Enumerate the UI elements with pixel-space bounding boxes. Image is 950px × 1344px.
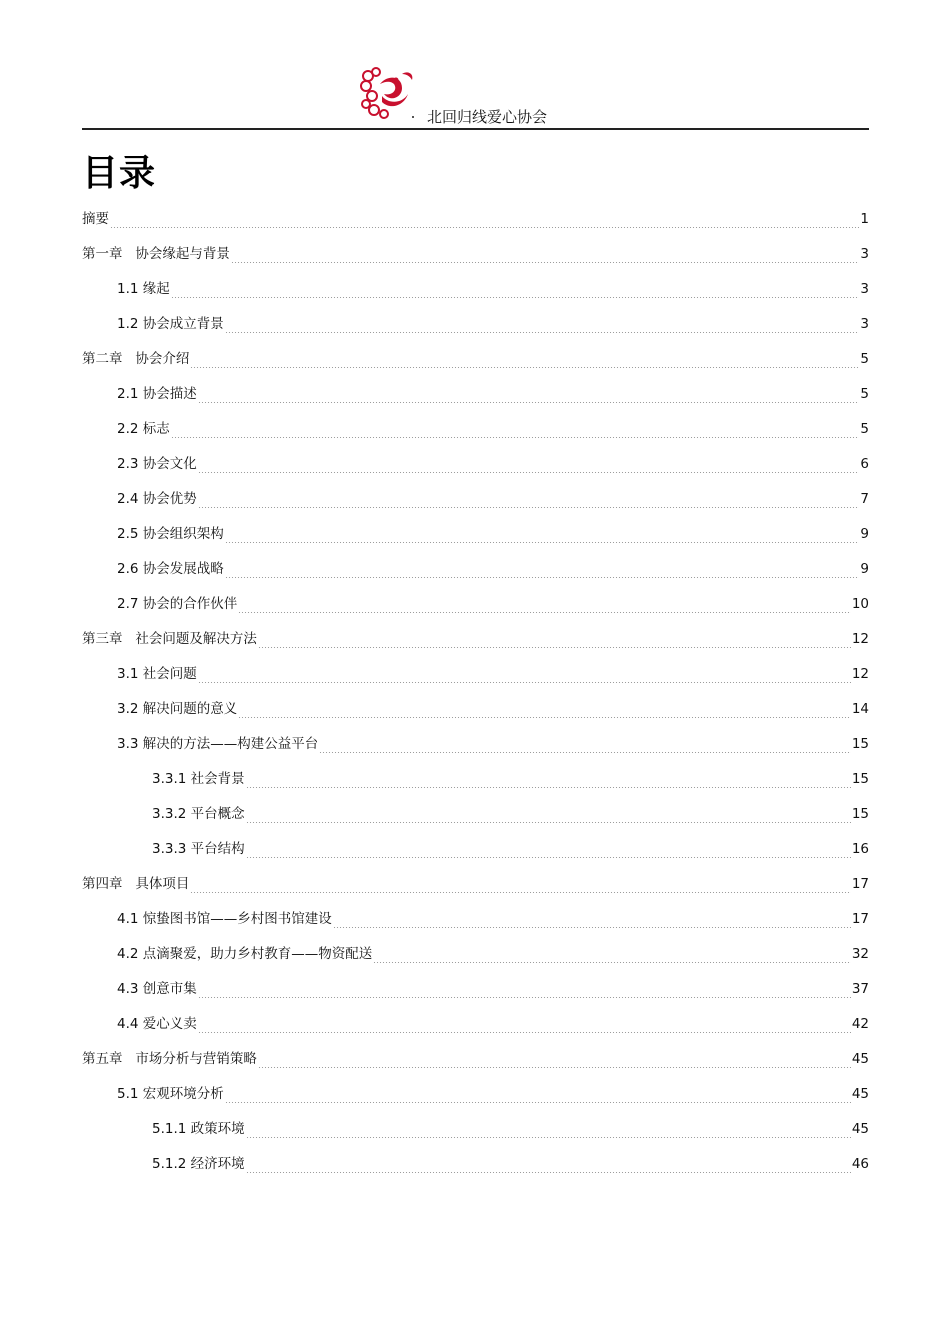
toc-entry-label[interactable]: 4.1 惊蛰图书馆——乡村图书馆建设 [117,911,332,927]
toc-entry[interactable] [82,627,869,662]
toc-entry-page-number[interactable]: 42 [851,1016,869,1032]
toc-entry[interactable] [82,417,869,452]
toc-entry-page-number[interactable]: 3 [860,316,869,332]
toc-entry-page-number[interactable]: 14 [851,701,869,717]
toc-entry-page-number[interactable]: 6 [860,456,869,472]
toc-entry[interactable] [82,802,869,837]
toc-entry-label[interactable]: 第五章 市场分析与营销策略 [82,1051,257,1067]
toc-entry-label[interactable]: 3.3.1 社会背景 [152,771,245,787]
toc-entry-page-number[interactable]: 5 [860,351,869,367]
toc-entry-page-number[interactable]: 10 [851,596,869,612]
toc-entry-page-number[interactable]: 15 [851,771,869,787]
toc-entry-page-number[interactable]: 12 [851,666,869,682]
toc-dot-leader [225,332,860,333]
toc-dot-leader [198,472,860,473]
toc-entry[interactable] [82,312,869,347]
toc-entry-page-number[interactable]: 9 [860,526,869,542]
toc-dot-leader [171,297,860,298]
toc-entry-page-number[interactable]: 15 [851,736,869,752]
toc-entry[interactable] [82,662,869,697]
toc-entry-page-number[interactable]: 45 [851,1086,869,1102]
toc-entry-label[interactable]: 4.2 点滴聚爱，助力乡村教育——物资配送 [117,946,373,962]
toc-entry-label[interactable]: 3.2 解决问题的意义 [117,701,238,717]
toc-entry[interactable] [82,487,869,522]
toc-title: 目录 [82,153,157,194]
toc-entry[interactable] [82,837,869,872]
header-divider [82,128,869,130]
toc-entry-page-number[interactable]: 45 [851,1051,869,1067]
toc-entry-page-number[interactable]: 17 [851,911,869,927]
toc-dot-leader [246,857,851,858]
organization-name: 北回归线爱心协会 [427,108,548,126]
toc-dot-leader [246,787,851,788]
header-dot [412,116,414,118]
toc-entry-page-number[interactable]: 5 [860,421,869,437]
toc-entry-page-number[interactable]: 9 [860,561,869,577]
toc-entry[interactable] [82,942,869,977]
toc-dot-leader [190,367,859,368]
toc-entry-page-number[interactable]: 17 [851,876,869,892]
toc-dot-leader [246,1172,851,1173]
toc-entry[interactable] [82,382,869,417]
toc-dot-leader [198,682,851,683]
toc-entry-label[interactable]: 3.3.3 平台结构 [152,841,245,857]
toc-entry[interactable] [82,1152,869,1187]
toc-entry-label[interactable]: 4.3 创意市集 [117,981,197,997]
toc-entry[interactable] [82,1012,869,1047]
toc-dot-leader [225,577,860,578]
toc-entry[interactable] [82,767,869,802]
toc-entry[interactable] [82,907,869,942]
toc-entry-page-number[interactable]: 3 [860,281,869,297]
toc-dot-leader [198,402,860,403]
toc-entry-label[interactable]: 3.1 社会问题 [117,666,197,682]
toc-entry-page-number[interactable]: 7 [860,491,869,507]
toc-entry[interactable] [82,347,869,382]
toc-entry-page-number[interactable]: 3 [860,246,869,262]
toc-entry-label[interactable]: 第二章 协会介绍 [82,351,190,367]
toc-entry-page-number[interactable]: 15 [851,806,869,822]
toc-entry[interactable] [82,242,869,277]
heart-hands-logo-icon [358,66,416,120]
toc-entry[interactable] [82,522,869,557]
toc-dot-leader [258,647,851,648]
page-header [0,0,950,132]
toc-entry-label[interactable]: 4.4 爱心义卖 [117,1016,197,1032]
toc-entry-label[interactable]: 2.1 协会描述 [117,386,197,402]
toc-entry-page-number[interactable]: 5 [860,386,869,402]
toc-dot-leader [110,227,859,228]
toc-entry[interactable] [82,1117,869,1152]
toc-entry-label[interactable]: 1.1 缘起 [117,281,170,297]
toc-entry-page-number[interactable]: 46 [851,1156,869,1172]
toc-entry-label[interactable]: 第四章 具体项目 [82,876,190,892]
toc-entry-label[interactable]: 2.6 协会发展战略 [117,561,224,577]
toc-entry-label[interactable]: 第三章 社会问题及解决方法 [82,631,257,647]
toc-entry-page-number[interactable]: 12 [851,631,869,647]
toc-entry[interactable] [82,697,869,732]
toc-entry-page-number[interactable]: 1 [860,211,869,227]
toc-dot-leader [198,507,860,508]
toc-entry-label[interactable]: 5.1.2 经济环境 [152,1156,245,1172]
toc-entry[interactable] [82,1047,869,1082]
toc-entry-page-number[interactable]: 32 [851,946,869,962]
toc-dot-leader [171,437,860,438]
toc-entry-page-number[interactable]: 16 [851,841,869,857]
toc-entry-label[interactable]: 2.2 标志 [117,421,170,437]
toc-entry-label[interactable]: 第一章 协会缘起与背景 [82,246,230,262]
toc-entry-label[interactable]: 5.1.1 政策环境 [152,1121,245,1137]
toc-dot-leader [198,1032,851,1033]
toc-entry[interactable] [82,557,869,592]
toc-dot-leader [373,962,851,963]
toc-entry-label[interactable]: 5.1 宏观环境分析 [117,1086,224,1102]
toc-dot-leader [190,892,850,893]
toc-dot-leader [246,1137,851,1138]
toc-dot-leader [246,822,851,823]
toc-dot-leader [231,262,860,263]
toc-entry[interactable] [82,277,869,312]
toc-entry-label[interactable]: 3.3 解决的方法——构建公益平台 [117,736,319,752]
toc-dot-leader [238,612,851,613]
toc-entry[interactable] [82,872,869,907]
toc-entry-label[interactable]: 3.3.2 平台概念 [152,806,245,822]
toc-entry-page-number[interactable]: 45 [851,1121,869,1137]
toc-entry-label[interactable]: 2.5 协会组织架构 [117,526,224,542]
toc-dot-leader [319,752,851,753]
toc-entry-label[interactable]: 1.2 协会成立背景 [117,316,224,332]
toc-entry-label[interactable]: 2.7 协会的合作伙伴 [117,596,238,612]
toc-entry-label[interactable]: 2.3 协会文化 [117,456,197,472]
toc-dot-leader [258,1067,851,1068]
toc-dot-leader [225,1102,851,1103]
toc-entry[interactable] [82,592,869,627]
toc-dot-leader [198,997,851,998]
toc-entry[interactable] [82,732,869,767]
toc-entry[interactable] [82,977,869,1012]
table-of-contents [82,207,869,1187]
toc-entry[interactable] [82,207,869,242]
toc-dot-leader [238,717,851,718]
toc-entry-label[interactable]: 2.4 协会优势 [117,491,197,507]
toc-entry-page-number[interactable]: 37 [851,981,869,997]
toc-entry-label[interactable]: 摘要 [82,211,109,227]
toc-entry[interactable] [82,1082,869,1117]
toc-entry[interactable] [82,452,869,487]
toc-dot-leader [333,927,851,928]
toc-dot-leader [225,542,860,543]
